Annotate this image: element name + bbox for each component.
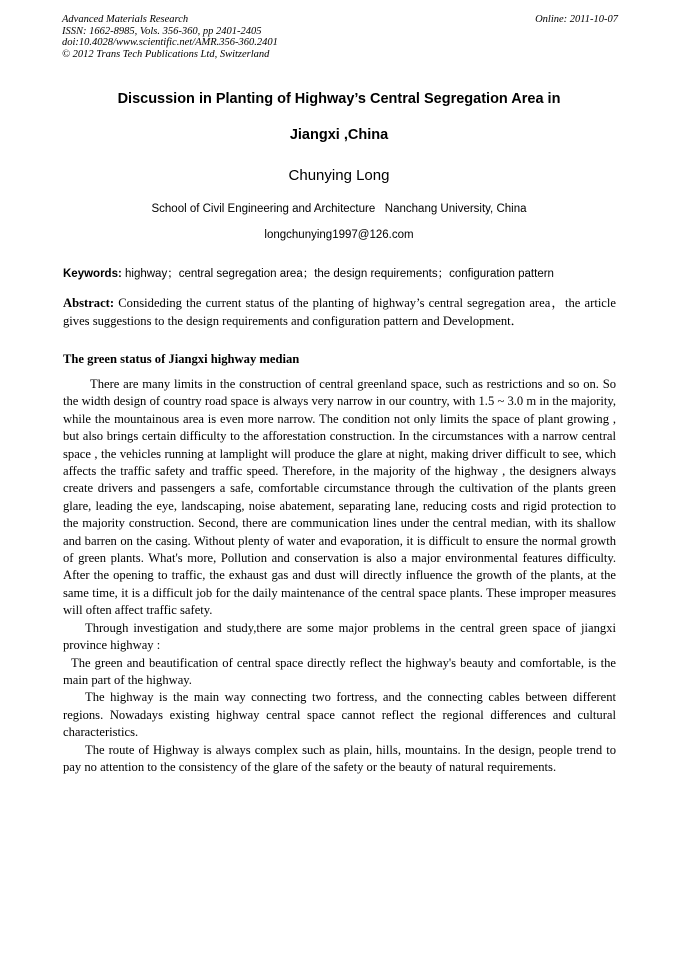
paragraph-4: The highway is the main way connecting two fortress, and the connecting cables between different regions. Nowadays existing highway central space cannot reflect the regional differences and cultural characteristics. xyxy=(63,690,616,740)
paragraph-2: Through investigation and study,there are some major problems in the central green space of jiangxi province highway : xyxy=(63,620,616,653)
abstract-text: Consideding the current status of the planting of highway’s central segregation area，the article gives suggestions to the design requirements and configuration pattern and Development． xyxy=(63,296,616,328)
paragraph-1: There are many limits in the construction of central greenland space, such as restrictions and so on. So the width design of country road space is always very narrow in our country, with 1.5 ~ 3.0 m in the majority, while the mountainous area is even more narrow. The condition not only limits the space of plant growing , but also brings certain difficulty to the afforestation construction. In the circumstances with a narrow central space , the vehicles running at lamplight will produce the glare at night, making driver difficult to see, which affects the traffic safety and traffic speed. Therefore, in the majority of the highway , the designers always create drivers and passengers a safe, comfortable circumstance through the cultivation of the plants green glare, leading the eye, landscaping, noise abatement, separating lane, reducing costs and rigid protection to the majority construction. Second, there are communication lines under the central median, with its shallow and barren on the casing. Without plenty of water and evaporation, it is difficult to ensure the normal growth of green plants. What's more, Pollution and conservation is also a major environmental features difficulty. After the opening to traffic, the exhaust gas and dust will directly influence the growth of the plants, at the same time, it is a difficult job for the daily maintenance of the central space plants. These improper measures will often affect traffic safety. xyxy=(63,377,616,618)
section-heading: The green status of Jiangxi highway median xyxy=(63,352,300,366)
keywords-text: highway；central segregation area；the design requirements；configuration pattern xyxy=(125,268,554,280)
doi-line: doi:10.4028/www.scientific.net/AMR.356-360.2401 xyxy=(62,37,278,48)
abstract xyxy=(63,295,616,330)
author-email: longchunying1997@126.com xyxy=(264,229,414,241)
section-body xyxy=(63,376,616,776)
journal-header xyxy=(62,14,618,60)
issn-line: ISSN: 1662-8985, Vols. 356-360, pp 2401-2405 xyxy=(62,25,262,37)
paragraph-5: The route of Highway is always complex such as plain, hills, mountains. In the design, people trend to pay no attention to the consistency of the glare of the safety or the beauty of natural requirements. xyxy=(63,742,616,774)
author-name: Chunying Long xyxy=(288,167,390,184)
paper-title-line-2: Jiangxi ,China xyxy=(289,127,389,143)
journal-name: Advanced Materials Research xyxy=(62,14,189,25)
keywords-label: Keywords: xyxy=(63,268,122,280)
author-affiliation: School of Civil Engineering and Architecture Nanchang University, China xyxy=(151,203,527,215)
keywords xyxy=(63,265,619,281)
copyright-line: © 2012 Trans Tech Publications Ltd, Switzerland xyxy=(62,48,270,60)
paper-title-line-1: Discussion in Planting of Highway’s Central Segregation Area in xyxy=(117,91,561,107)
abstract-label: Abstract: xyxy=(63,296,115,310)
paragraph-3: The green and beautification of central space directly reflect the highway's beauty and comfortable, is the main part of the highway. xyxy=(63,655,616,687)
online-date: Online: 2011-10-07 xyxy=(535,14,618,25)
